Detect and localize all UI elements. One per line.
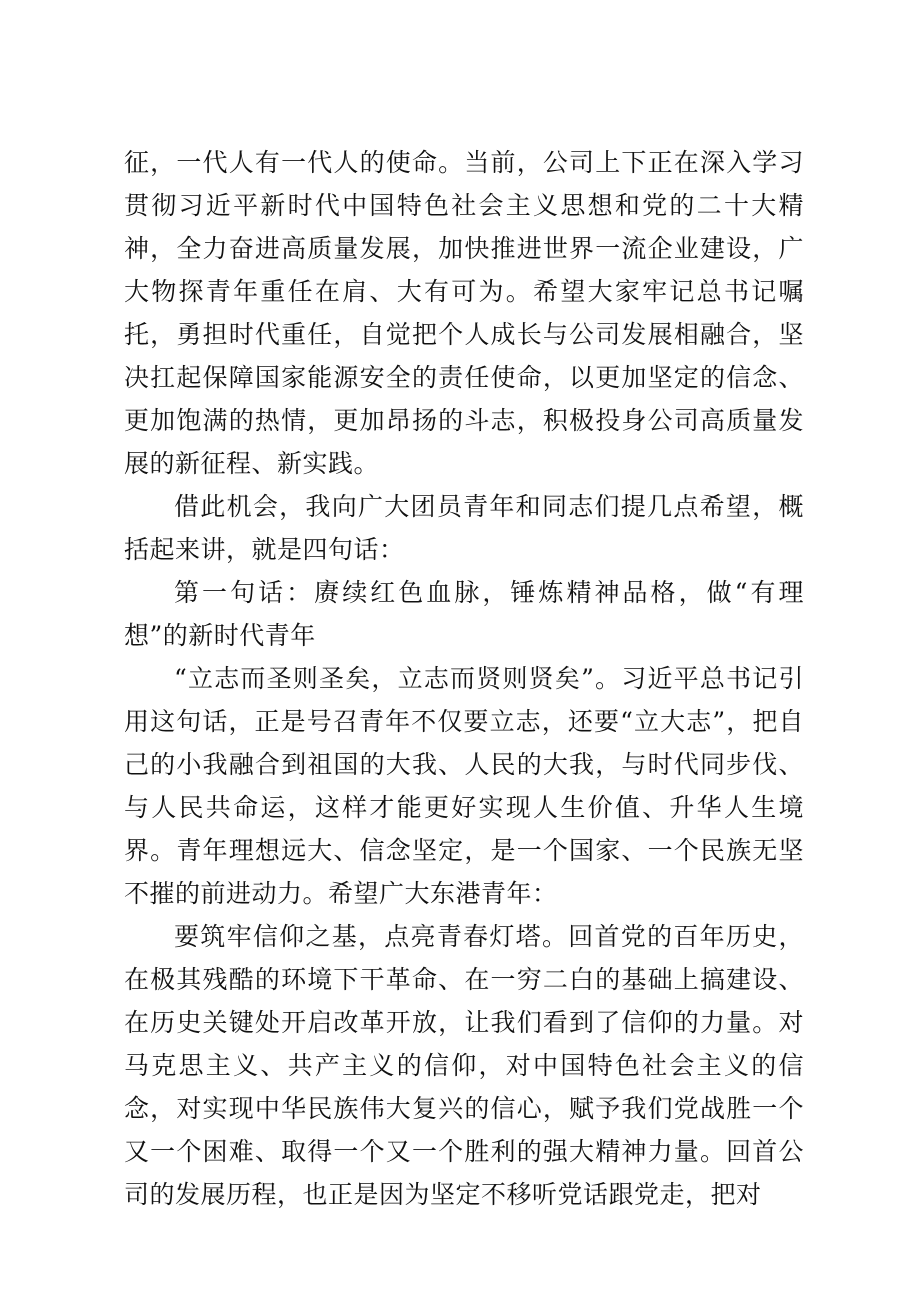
- paragraph-1: 征，一代人有一代人的使命。当前，公司上下正在深入学习贯彻习近平新时代中国特色社会主义思想和党的二十大精神，全力奋进高质量发展，加快推进世界一流企业建设，广大物探青年重任在肩、大有可为。希望大家牢记总书记嘱托，勇担时代重任，自觉把个人成长与公司发展相融合，坚决扛起保障国家能源安全的责任使命，以更加坚定的信念、更加饱满的热情，更加昂扬的斗志，积极投身公司高质量发展的新征程、新实践。: [124, 148, 804, 478]
- paragraph-3-heading: 第一句话：赓续红色血脉，锤炼精神品格，做“有理想”的新时代青年: [124, 578, 804, 650]
- paragraph-4: “立志而圣则圣矣，立志而贤则贤矣”。习近平总书记引用这句话，正是号召青年不仅要立志，还要“立大志”，把自己的小我融合到祖国的大我、人民的大我，与时代同步伐、与人民共命运，这样才能更好实现人生价值、升华人生境界。青年理想远大、信念坚定，是一个国家、一个民族无坚不摧的前进动力。希望广大东港青年：: [124, 664, 804, 908]
- document-body: [124, 141, 804, 1216]
- paragraph-5: 要筑牢信仰之基，点亮青春灯塔。回首党的百年历史，在极其残酷的环境下干革命、在一穷二白的基础上搞建设、在历史关键处开启改革开放，让我们看到了信仰的力量。对马克思主义、共产主义的信仰，对中国特色社会主义的信念，对实现中华民族伟大复兴的信心，赋予我们党战胜一个又一个困难、取得一个又一个胜利的强大精神力量。回首公司的发展历程，也正是因为坚定不移听党话跟党走，把对: [124, 922, 804, 1209]
- paragraph-2: 借此机会，我向广大团员青年和同志们提几点希望，概括起来讲，就是四句话：: [124, 492, 804, 564]
